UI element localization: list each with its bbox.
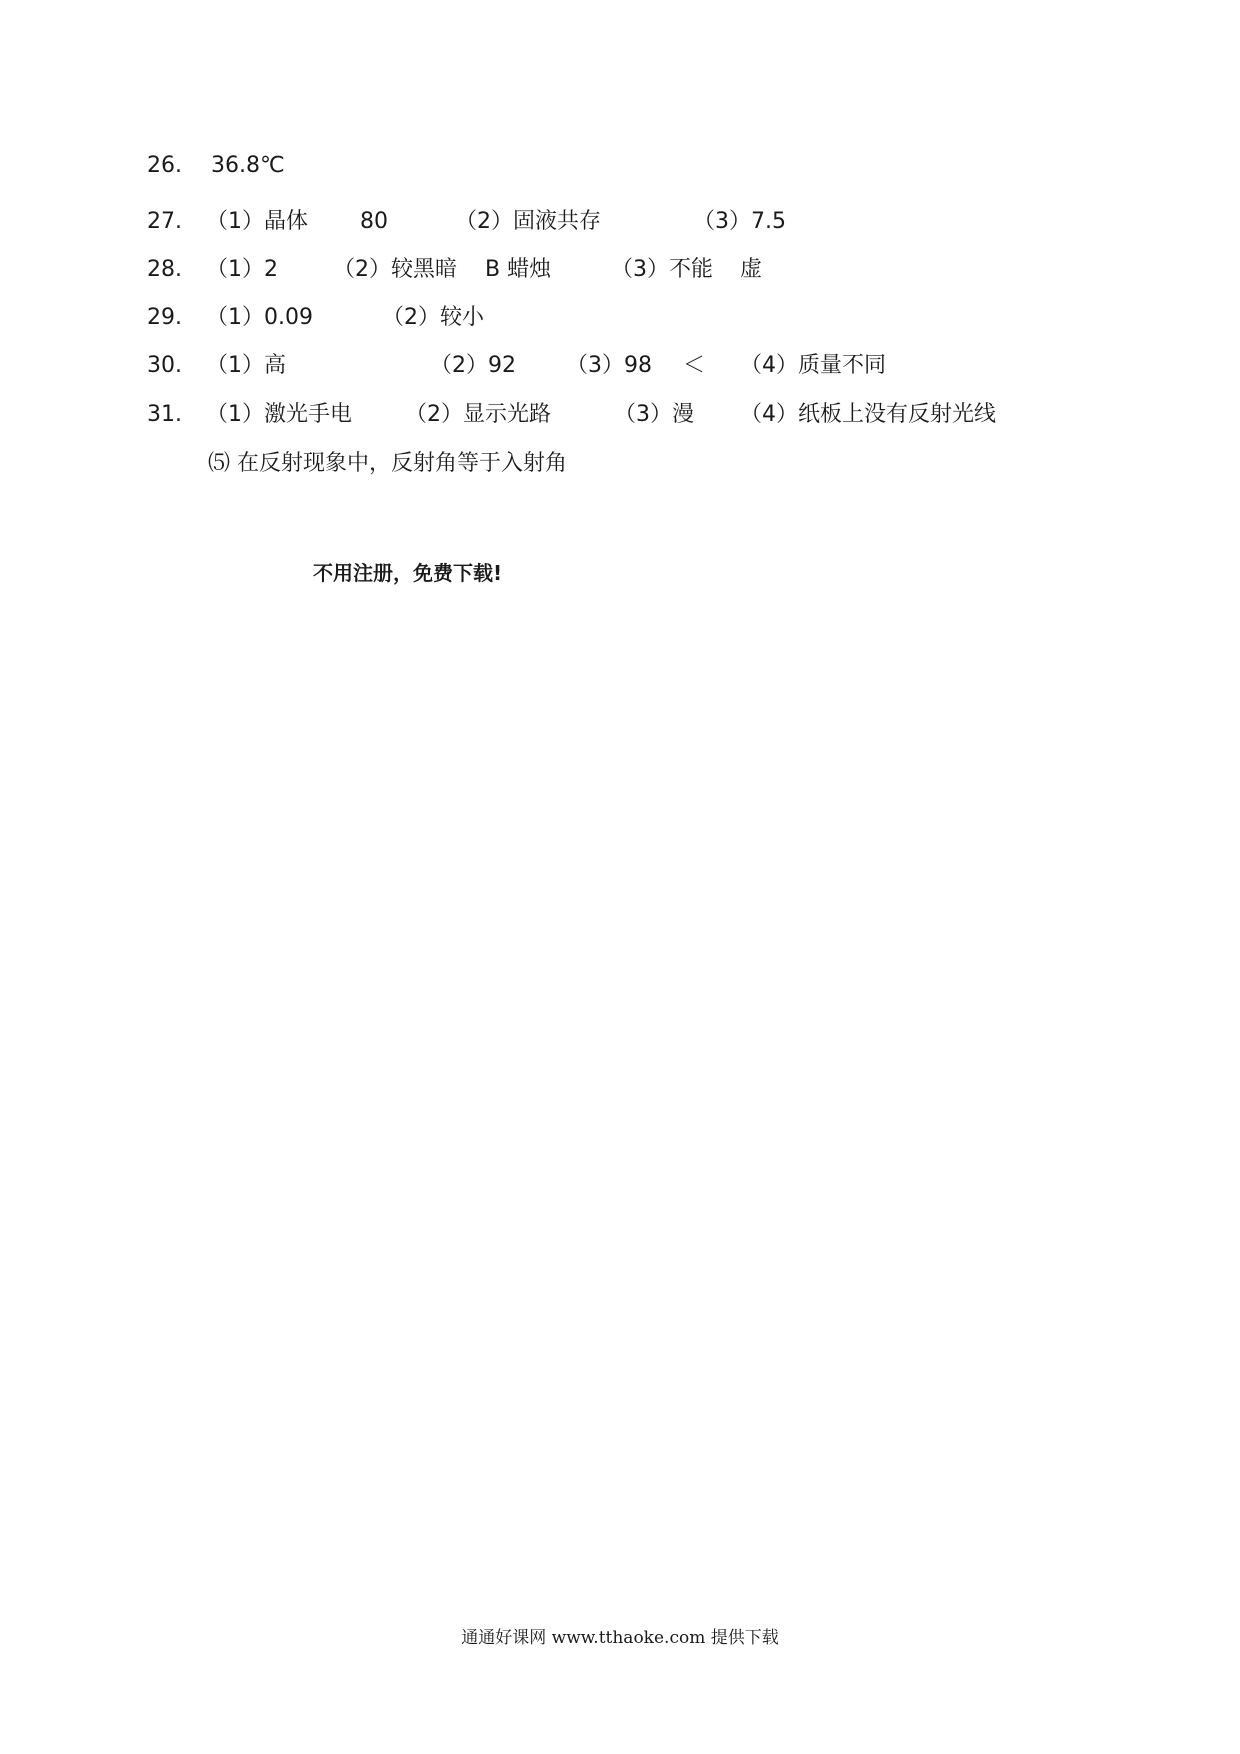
- answer-part: 36.8℃: [211, 153, 285, 178]
- answer-part: ⑸ 在反射现象中，反射角等于入射角: [208, 451, 567, 476]
- promo-text: 不用注册，免费下载!: [313, 561, 503, 585]
- answer-part: （2）92: [430, 353, 516, 378]
- answer-part: （3）7.5: [693, 209, 786, 234]
- answer-part: （3）漫: [614, 402, 694, 427]
- answer-part: （2）显示光路: [405, 402, 551, 427]
- question-number: 30.: [147, 353, 182, 378]
- page-footer: 通通好课网 www.tthaoke.com 提供下载: [461, 1628, 779, 1648]
- answer-part: （1）高: [206, 353, 286, 378]
- answer-part: （3）98: [566, 353, 652, 378]
- question-number: 27.: [147, 209, 182, 234]
- answer-part: （4）质量不同: [740, 353, 886, 378]
- answer-part: （2）较黑暗: [333, 257, 457, 282]
- answer-part: （2）固液共存: [455, 209, 601, 234]
- answer-part: （1）激光手电: [206, 402, 352, 427]
- answer-part: 虚: [740, 257, 763, 282]
- answer-part: （4）纸板上没有反射光线: [740, 402, 996, 427]
- answer-part: （1）2: [206, 257, 278, 282]
- answer-part: （2）较小: [382, 305, 484, 330]
- answer-part: B 蜡烛: [485, 257, 552, 282]
- question-number: 31.: [147, 402, 182, 427]
- question-number: 26.: [147, 153, 182, 178]
- answer-part: （1）0.09: [206, 305, 313, 330]
- answer-part: （3）不能: [611, 257, 713, 282]
- answer-part: 80: [360, 209, 388, 234]
- question-number: 28.: [147, 257, 182, 282]
- answer-part: ＜: [683, 353, 706, 378]
- question-number: 29.: [147, 305, 182, 330]
- answer-part: （1）晶体: [206, 209, 308, 234]
